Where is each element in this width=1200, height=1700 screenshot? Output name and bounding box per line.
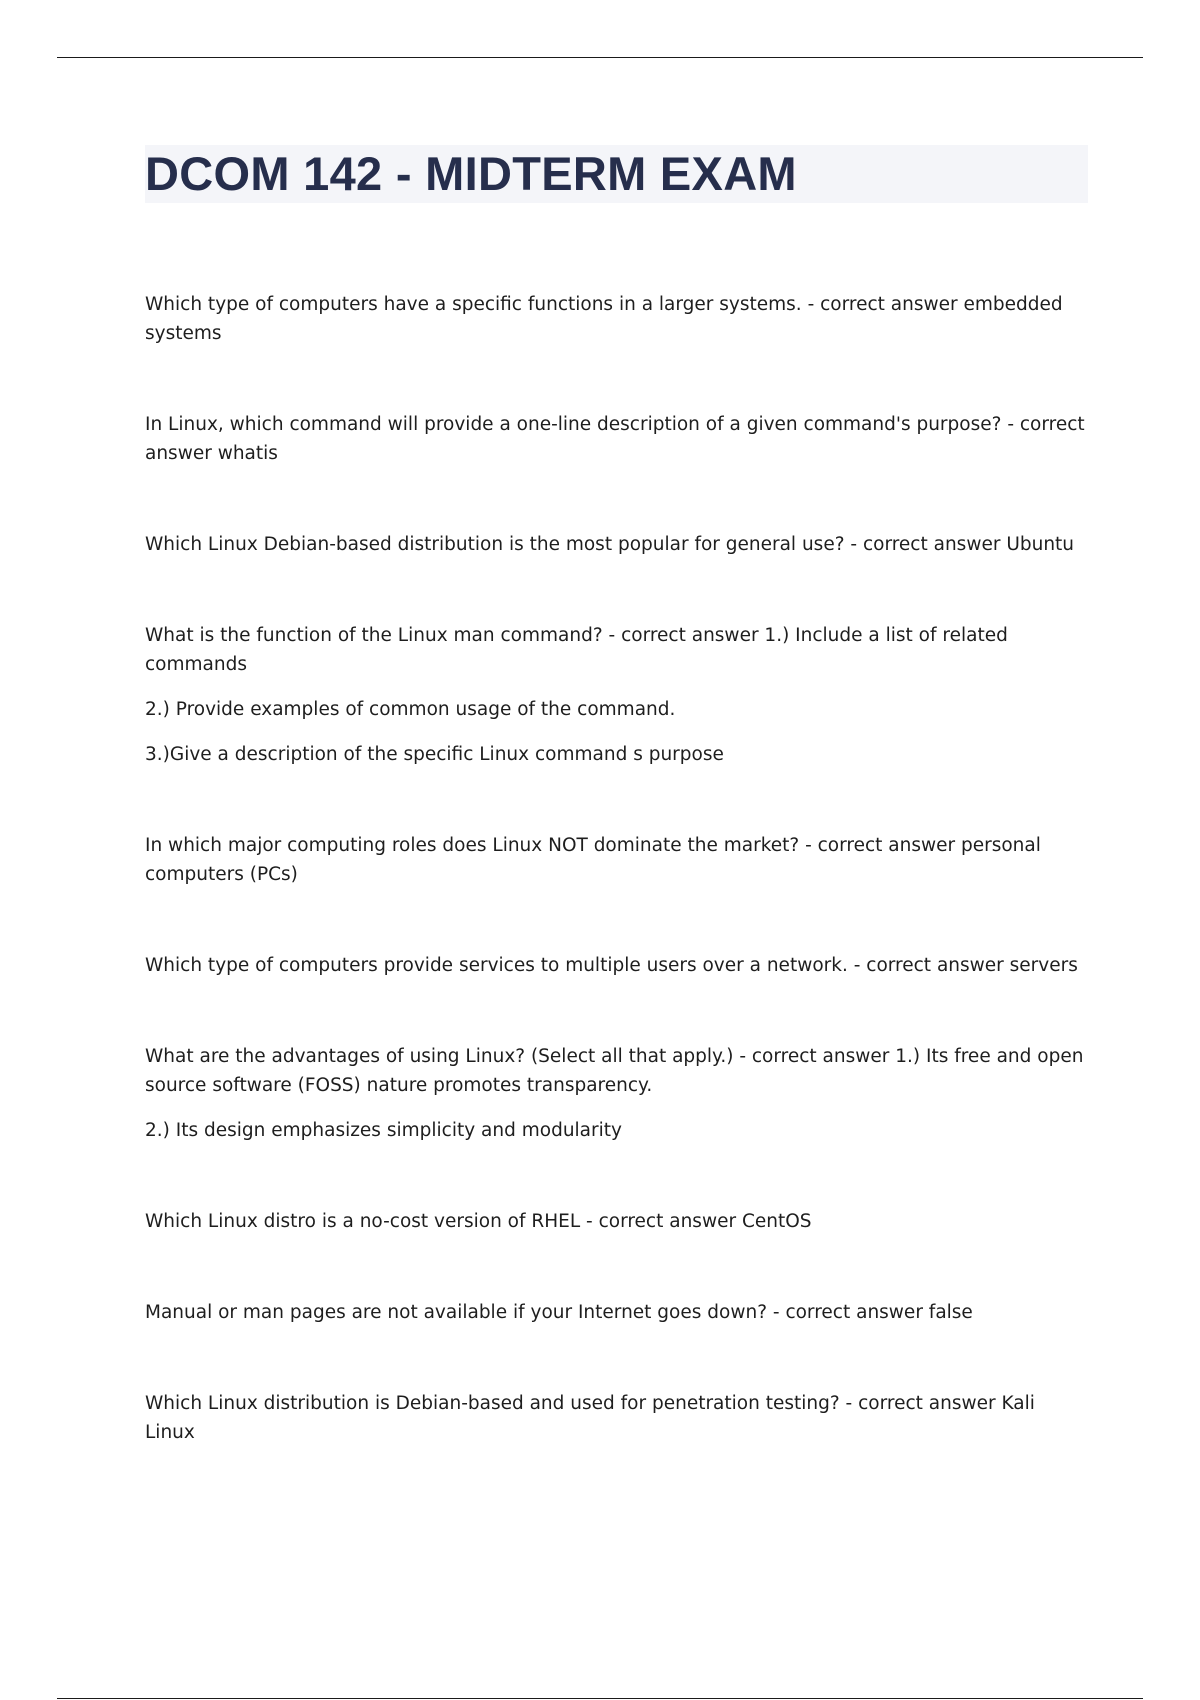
qa-item [145,530,1090,559]
qa-item [145,1389,1090,1447]
qa-text: Which Linux Debian-based distribution is the most popular for general use? - correct answer Ubuntu [145,534,1075,555]
qa-text: 3.)Give a description of the specific Linux command s purpose [145,744,724,765]
qa-text: 2.) Its design emphasizes simplicity and modularity [145,1120,622,1141]
qa-text: Which type of computers have a specific functions in a larger systems. - correct answer embedded systems [145,294,1063,344]
qa-text: In Linux, which command will provide a one-line description of a given command's purpose? - correct answer whatis [145,414,1085,464]
qa-text: In which major computing roles does Linux NOT dominate the market? - correct answer personal computers (PCs) [145,835,1041,885]
qa-text: Which Linux distro is a no-cost version of RHEL - correct answer CentOS [145,1211,812,1232]
qa-text: Manual or man pages are not available if your Internet goes down? - correct answer false [145,1302,973,1323]
qa-text: What are the advantages of using Linux? (Select all that apply.) - correct answer 1.) Its free and open source software (FOSS) nature promotes transparency. [145,1046,1084,1096]
document-title: DCOM 142 - MIDTERM EXAM [145,147,797,200]
qa-text: 2.) Provide examples of common usage of the command. [145,699,676,720]
qa-item [145,621,1090,769]
qa-item [145,951,1090,980]
qa-item [145,831,1090,889]
qa-item [145,1207,1090,1236]
qa-text: What is the function of the Linux man command? - correct answer 1.) Include a list of related commands [145,625,1008,675]
qa-item [145,1298,1090,1327]
top-rule [57,57,1143,58]
qa-text: Which type of computers provide services to multiple users over a network. - correct answer servers [145,955,1078,976]
qa-list [145,290,1090,1447]
qa-item [145,290,1090,348]
qa-item [145,1042,1090,1145]
qa-item [145,410,1090,468]
qa-text: Which Linux distribution is Debian-based and used for penetration testing? - correct answer Kali Linux [145,1393,1035,1443]
bottom-rule [57,1698,1143,1699]
